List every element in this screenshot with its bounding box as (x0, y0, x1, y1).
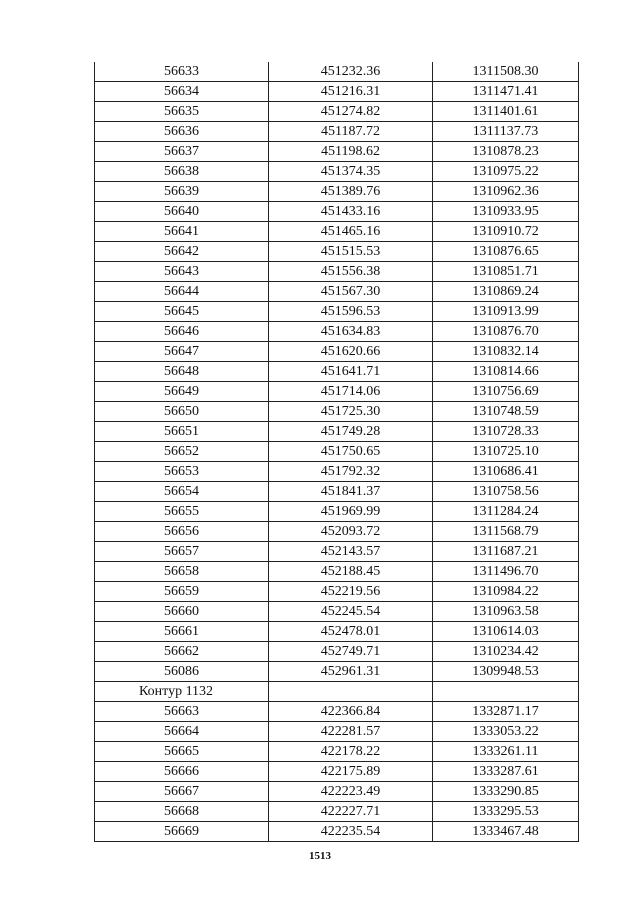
point-id-cell: 56661 (95, 622, 269, 642)
x-coordinate-cell: 451216.31 (269, 82, 433, 102)
x-coordinate-cell: 451714.06 (269, 382, 433, 402)
point-id-cell: 56654 (95, 482, 269, 502)
table-row (95, 722, 579, 742)
table-row (95, 322, 579, 342)
point-id-cell: 56645 (95, 302, 269, 322)
table-row (95, 462, 579, 482)
y-coordinate-cell: 1310686.41 (433, 462, 579, 482)
table-row (95, 562, 579, 582)
empty-cell (269, 682, 433, 702)
x-coordinate-cell: 452188.45 (269, 562, 433, 582)
table-row (95, 122, 579, 142)
table-row (95, 102, 579, 122)
x-coordinate-cell: 452245.54 (269, 602, 433, 622)
table-row (95, 622, 579, 642)
y-coordinate-cell: 1310910.72 (433, 222, 579, 242)
y-coordinate-cell: 1310913.99 (433, 302, 579, 322)
point-id-cell: 56657 (95, 542, 269, 562)
table-row (95, 162, 579, 182)
table-row (95, 642, 579, 662)
point-id-cell: 56635 (95, 102, 269, 122)
table-row (95, 582, 579, 602)
table-row (95, 222, 579, 242)
y-coordinate-cell: 1332871.17 (433, 702, 579, 722)
y-coordinate-cell: 1333287.61 (433, 762, 579, 782)
y-coordinate-cell: 1310728.33 (433, 422, 579, 442)
x-coordinate-cell: 452093.72 (269, 522, 433, 542)
x-coordinate-cell: 451969.99 (269, 502, 433, 522)
table-row (95, 422, 579, 442)
page-number: 1513 (309, 850, 331, 862)
table-row (95, 342, 579, 362)
point-id-cell: 56669 (95, 822, 269, 842)
point-id-cell: 56665 (95, 742, 269, 762)
point-id-cell: 56636 (95, 122, 269, 142)
table-row (95, 142, 579, 162)
point-id-cell: 56667 (95, 782, 269, 802)
point-id-cell: 56658 (95, 562, 269, 582)
y-coordinate-cell: 1309948.53 (433, 662, 579, 682)
table-row (95, 702, 579, 722)
x-coordinate-cell: 452143.57 (269, 542, 433, 562)
y-coordinate-cell: 1310876.70 (433, 322, 579, 342)
table-row (95, 262, 579, 282)
point-id-cell: 56660 (95, 602, 269, 622)
y-coordinate-cell: 1311284.24 (433, 502, 579, 522)
table-row (95, 762, 579, 782)
point-id-cell: 56643 (95, 262, 269, 282)
point-id-cell: 56639 (95, 182, 269, 202)
y-coordinate-cell: 1310756.69 (433, 382, 579, 402)
contour-header-row (95, 682, 579, 702)
y-coordinate-cell: 1311496.70 (433, 562, 579, 582)
y-coordinate-cell: 1310851.71 (433, 262, 579, 282)
point-id-cell: 56638 (95, 162, 269, 182)
x-coordinate-cell: 451187.72 (269, 122, 433, 142)
point-id-cell: 56646 (95, 322, 269, 342)
y-coordinate-cell: 1311508.30 (433, 62, 579, 82)
x-coordinate-cell: 422178.22 (269, 742, 433, 762)
x-coordinate-cell: 451749.28 (269, 422, 433, 442)
table-row (95, 502, 579, 522)
table-row (95, 742, 579, 762)
x-coordinate-cell: 451634.83 (269, 322, 433, 342)
x-coordinate-cell: 451567.30 (269, 282, 433, 302)
x-coordinate-cell: 451620.66 (269, 342, 433, 362)
x-coordinate-cell: 422281.57 (269, 722, 433, 742)
point-id-cell: 56651 (95, 422, 269, 442)
y-coordinate-cell: 1310962.36 (433, 182, 579, 202)
y-coordinate-cell: 1311401.61 (433, 102, 579, 122)
x-coordinate-cell: 451725.30 (269, 402, 433, 422)
table-row (95, 602, 579, 622)
y-coordinate-cell: 1310234.42 (433, 642, 579, 662)
table-row (95, 382, 579, 402)
table-row (95, 302, 579, 322)
x-coordinate-cell: 451374.35 (269, 162, 433, 182)
table-row (95, 542, 579, 562)
y-coordinate-cell: 1310614.03 (433, 622, 579, 642)
point-id-cell: 56633 (95, 62, 269, 82)
table-row (95, 362, 579, 382)
point-id-cell: 56647 (95, 342, 269, 362)
x-coordinate-cell: 422235.54 (269, 822, 433, 842)
point-id-cell: 56649 (95, 382, 269, 402)
coordinates-table (94, 62, 579, 842)
point-id-cell: 56640 (95, 202, 269, 222)
point-id-cell: 56648 (95, 362, 269, 382)
x-coordinate-cell: 422366.84 (269, 702, 433, 722)
x-coordinate-cell: 452749.71 (269, 642, 433, 662)
point-id-cell: 56666 (95, 762, 269, 782)
x-coordinate-cell: 451433.16 (269, 202, 433, 222)
x-coordinate-cell: 451232.36 (269, 62, 433, 82)
table-row (95, 182, 579, 202)
y-coordinate-cell: 1310832.14 (433, 342, 579, 362)
table-row (95, 662, 579, 682)
x-coordinate-cell: 451556.38 (269, 262, 433, 282)
table-row (95, 802, 579, 822)
table-row (95, 522, 579, 542)
x-coordinate-cell: 451750.65 (269, 442, 433, 462)
coordinates-table-body (95, 62, 579, 842)
point-id-cell: 56642 (95, 242, 269, 262)
contour-label: Контур 1132 (95, 682, 269, 702)
point-id-cell: 56644 (95, 282, 269, 302)
point-id-cell: 56664 (95, 722, 269, 742)
x-coordinate-cell: 452219.56 (269, 582, 433, 602)
point-id-cell: 56634 (95, 82, 269, 102)
y-coordinate-cell: 1310869.24 (433, 282, 579, 302)
x-coordinate-cell: 451792.32 (269, 462, 433, 482)
y-coordinate-cell: 1311471.41 (433, 82, 579, 102)
table-row (95, 402, 579, 422)
x-coordinate-cell: 451389.76 (269, 182, 433, 202)
y-coordinate-cell: 1310876.65 (433, 242, 579, 262)
point-id-cell: 56652 (95, 442, 269, 462)
x-coordinate-cell: 451641.71 (269, 362, 433, 382)
point-id-cell: 56656 (95, 522, 269, 542)
x-coordinate-cell: 422227.71 (269, 802, 433, 822)
y-coordinate-cell: 1310758.56 (433, 482, 579, 502)
point-id-cell: 56663 (95, 702, 269, 722)
y-coordinate-cell: 1333261.11 (433, 742, 579, 762)
y-coordinate-cell: 1310725.10 (433, 442, 579, 462)
y-coordinate-cell: 1333295.53 (433, 802, 579, 822)
y-coordinate-cell: 1311137.73 (433, 122, 579, 142)
table-row (95, 442, 579, 462)
x-coordinate-cell: 451515.53 (269, 242, 433, 262)
point-id-cell: 56641 (95, 222, 269, 242)
x-coordinate-cell: 451841.37 (269, 482, 433, 502)
point-id-cell: 56653 (95, 462, 269, 482)
x-coordinate-cell: 422223.49 (269, 782, 433, 802)
y-coordinate-cell: 1310814.66 (433, 362, 579, 382)
y-coordinate-cell: 1311568.79 (433, 522, 579, 542)
x-coordinate-cell: 452961.31 (269, 662, 433, 682)
y-coordinate-cell: 1311687.21 (433, 542, 579, 562)
y-coordinate-cell: 1310878.23 (433, 142, 579, 162)
point-id-cell: 56662 (95, 642, 269, 662)
y-coordinate-cell: 1333290.85 (433, 782, 579, 802)
table-row (95, 782, 579, 802)
table-row (95, 202, 579, 222)
y-coordinate-cell: 1310748.59 (433, 402, 579, 422)
point-id-cell: 56659 (95, 582, 269, 602)
table-row (95, 82, 579, 102)
y-coordinate-cell: 1333467.48 (433, 822, 579, 842)
x-coordinate-cell: 451198.62 (269, 142, 433, 162)
point-id-cell: 56086 (95, 662, 269, 682)
x-coordinate-cell: 451596.53 (269, 302, 433, 322)
y-coordinate-cell: 1310984.22 (433, 582, 579, 602)
empty-cell (433, 682, 579, 702)
point-id-cell: 56668 (95, 802, 269, 822)
table-row (95, 62, 579, 82)
x-coordinate-cell: 451274.82 (269, 102, 433, 122)
table-row (95, 242, 579, 262)
point-id-cell: 56650 (95, 402, 269, 422)
point-id-cell: 56655 (95, 502, 269, 522)
y-coordinate-cell: 1333053.22 (433, 722, 579, 742)
table-row (95, 282, 579, 302)
table-row (95, 822, 579, 842)
y-coordinate-cell: 1310963.58 (433, 602, 579, 622)
x-coordinate-cell: 452478.01 (269, 622, 433, 642)
x-coordinate-cell: 422175.89 (269, 762, 433, 782)
y-coordinate-cell: 1310933.95 (433, 202, 579, 222)
x-coordinate-cell: 451465.16 (269, 222, 433, 242)
y-coordinate-cell: 1310975.22 (433, 162, 579, 182)
table-row (95, 482, 579, 502)
point-id-cell: 56637 (95, 142, 269, 162)
